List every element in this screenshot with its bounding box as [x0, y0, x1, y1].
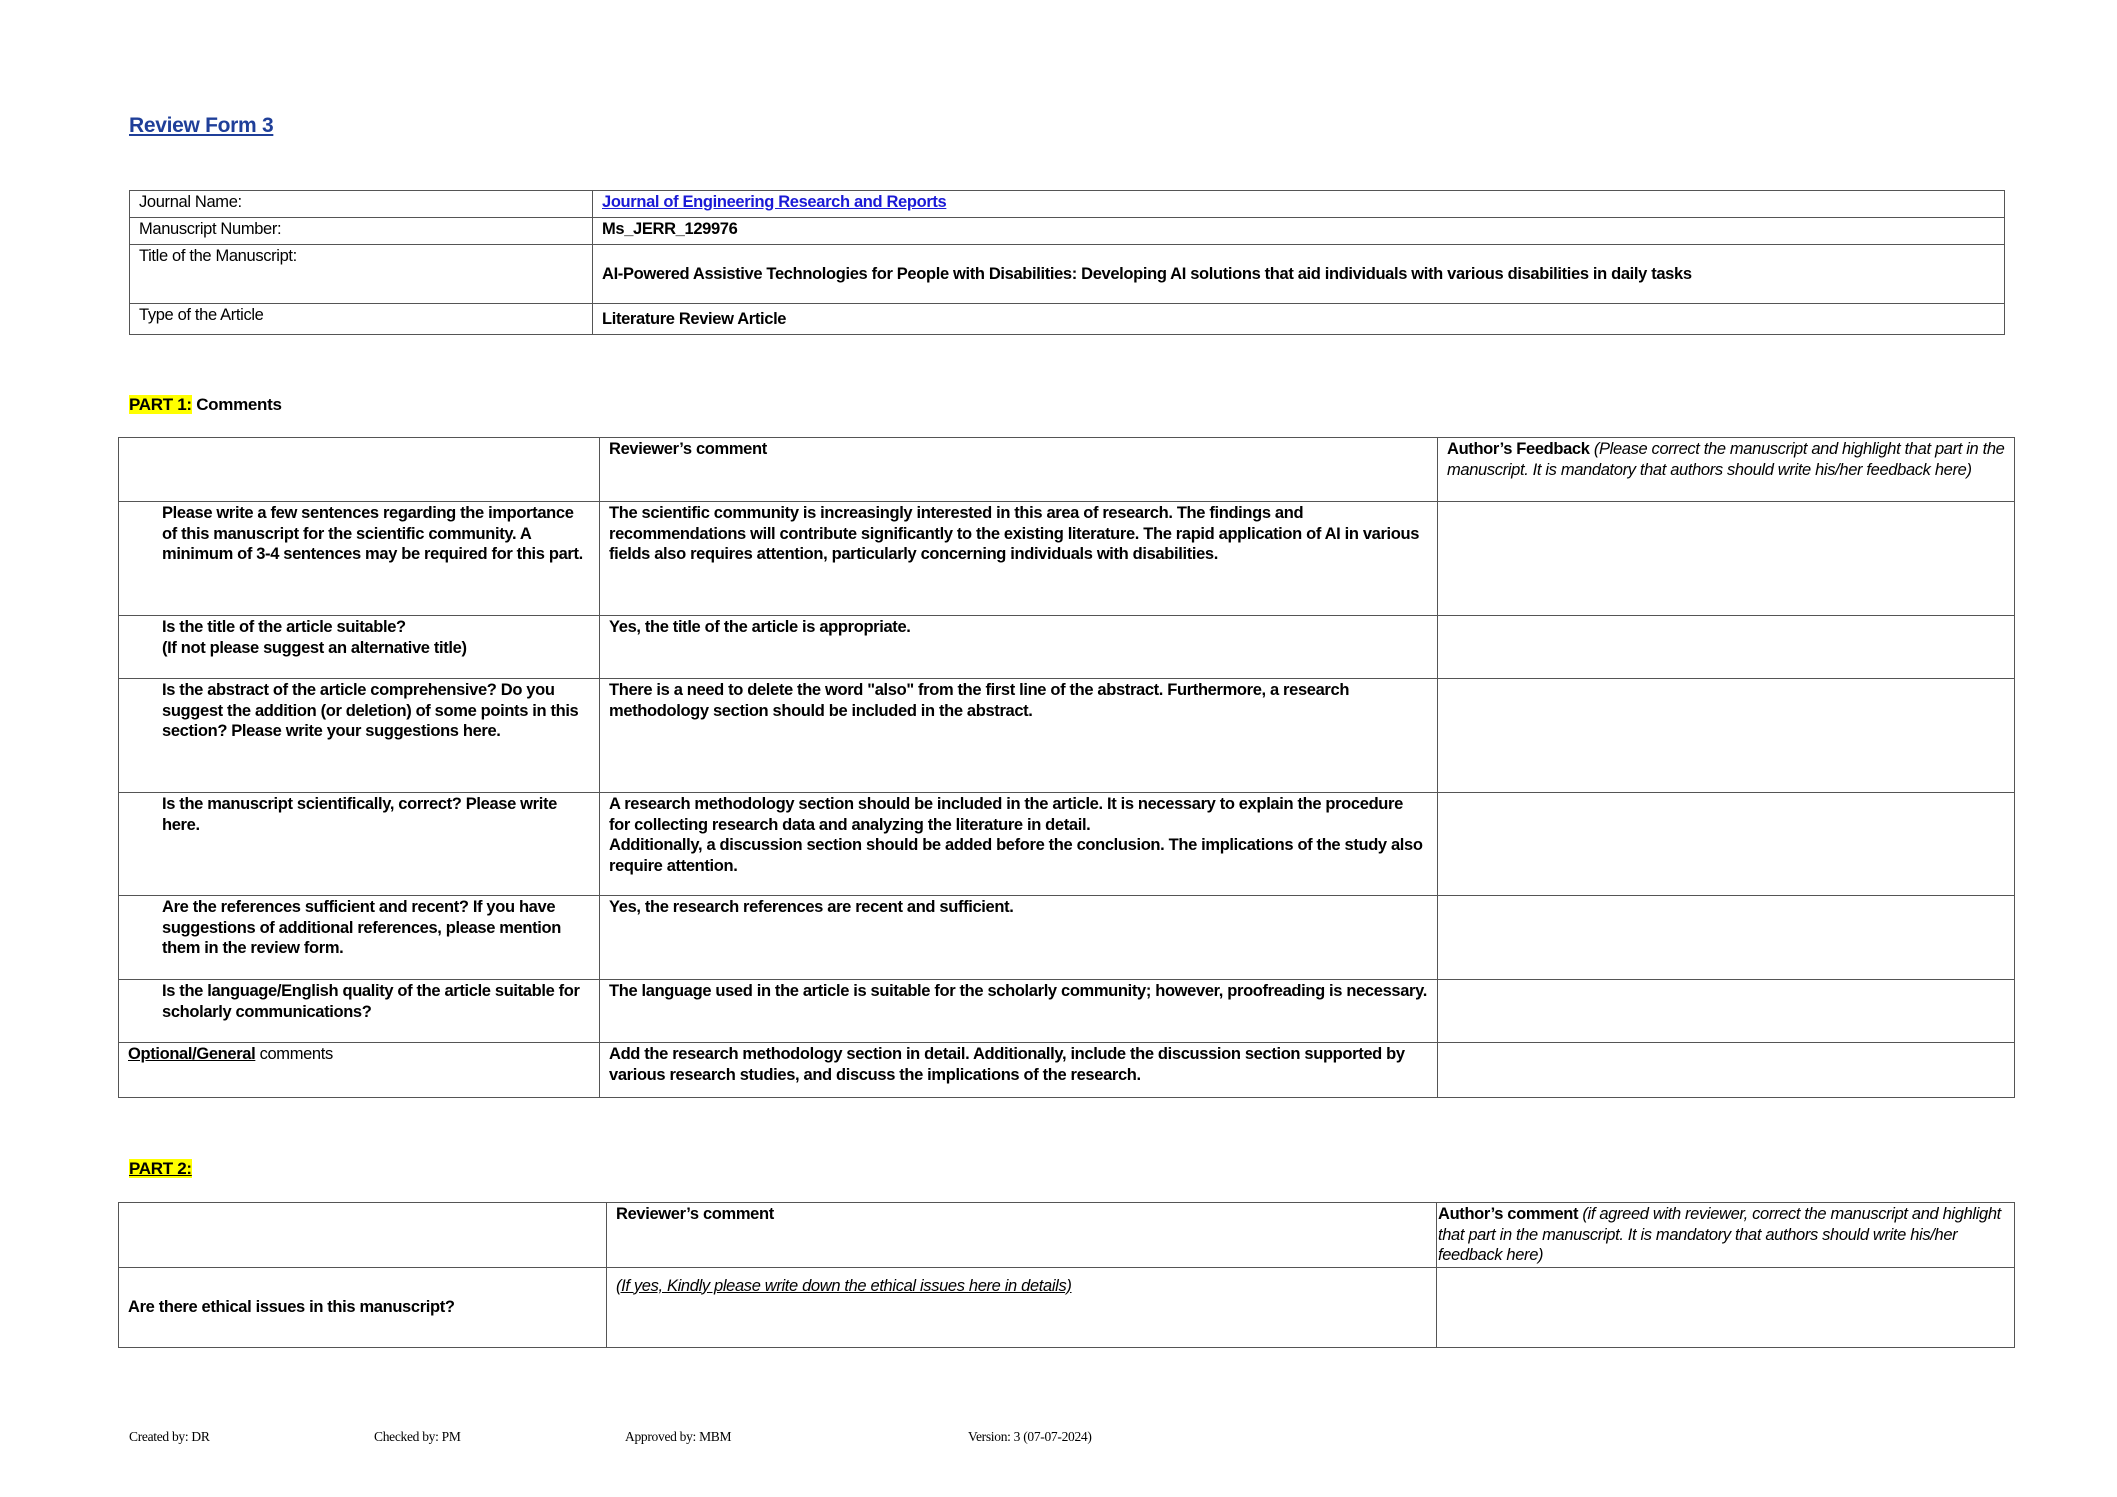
- part2-heading: [129, 1159, 192, 1179]
- reviewer-comment[interactable]: Yes, the research references are recent and sufficient.: [600, 896, 1438, 980]
- author-comment-header-note: (if agreed with reviewer, correct the manuscript and highlight that part in the manuscript. It is mandatory that authors should write his/her feedback here): [1438, 1205, 2001, 1264]
- footer-checked: Checked by: PM: [374, 1429, 461, 1444]
- reviewer-comment[interactable]: The scientific community is increasingly interested in this area of research. The findings and recommendations will contribute significantly to the existing literature. The rapid application of AI in various fields also requires attention, particularly concerning individuals with disabilities.: [600, 502, 1438, 616]
- form-title: Review Form 3: [129, 114, 274, 137]
- author-feedback-cell[interactable]: [1438, 616, 2015, 679]
- journal-link[interactable]: Journal of Engineering Research and Reports: [602, 193, 947, 211]
- table-row-optional: [119, 1043, 2015, 1098]
- empty-header-cell: [119, 438, 600, 502]
- ethics-question: Are there ethical issues in this manuscript?: [119, 1267, 607, 1347]
- reviewer-comment[interactable]: A research methodology section should be included in the article. It is necessary to explain the procedure for collecting research data and analyzing the literature in detail. Additionally, a discussion section should be added before the conclusion. The implications of the study also require attention.: [600, 793, 1438, 896]
- part2-label: PART 2:: [129, 1159, 192, 1178]
- author-comment-header: [1437, 1203, 2015, 1268]
- manuscript-title-label: Title of the Manuscript:: [130, 245, 593, 304]
- table-row: [119, 980, 2015, 1043]
- review-question: Is the language/English quality of the article suitable for scholarly communications?: [119, 980, 600, 1043]
- review-question: Is the abstract of the article comprehensive? Do you suggest the addition (or deletion) of some points in this section? Please write your suggestions here.: [119, 679, 600, 793]
- footer-created: Created by: DR: [129, 1429, 210, 1444]
- ethics-author-comment[interactable]: [1437, 1267, 2015, 1347]
- table-row: [119, 679, 2015, 793]
- table-row: [119, 793, 2015, 896]
- footer-approved: Approved by: MBM: [625, 1429, 732, 1444]
- author-feedback-cell[interactable]: [1438, 896, 2015, 980]
- part2-ethics-table: [118, 1202, 2015, 1348]
- article-type-value: Literature Review Article: [593, 304, 2005, 335]
- manuscript-number-value: Ms_JERR_129976: [593, 218, 2005, 245]
- manuscript-info-table: [129, 190, 2005, 335]
- review-question: Are the references sufficient and recent? If you have suggestions of additional references, please mention them in the review form.: [119, 896, 600, 980]
- reviewer-comment-header: Reviewer’s comment: [607, 1203, 1437, 1268]
- review-question: Please write a few sentences regarding the importance of this manuscript for the scientific community. A minimum of 3-4 sentences may be required for this part.: [119, 502, 600, 616]
- author-feedback-cell[interactable]: [1438, 793, 2015, 896]
- review-question: Is the title of the article suitable? (If not please suggest an alternative title): [119, 616, 600, 679]
- journal-label: Journal Name:: [130, 191, 593, 218]
- author-comment-header-bold: Author’s comment: [1438, 1205, 1579, 1223]
- review-question: Is the manuscript scientifically, correct? Please write here.: [119, 793, 600, 896]
- part1-label: PART 1:: [129, 395, 192, 414]
- ethics-comment[interactable]: (If yes, Kindly please write down the ethical issues here in details): [607, 1267, 1437, 1347]
- part1-heading: [129, 395, 282, 415]
- author-feedback-header-note: (Please correct the manuscript and highlight that part in the manuscript. It is mandatory that authors should write his/her feedback here): [1447, 440, 2005, 479]
- manuscript-title-value: AI-Powered Assistive Technologies for People with Disabilities: Developing AI solutions that aid individuals with various disabilities in daily tasks: [593, 245, 2005, 304]
- comments-label: comments: [255, 1045, 333, 1063]
- author-feedback-cell[interactable]: [1438, 679, 2015, 793]
- reviewer-comment[interactable]: The language used in the article is suitable for the scholarly community; however, proofreading is necessary.: [600, 980, 1438, 1043]
- reviewer-comment[interactable]: Yes, the title of the article is appropriate.: [600, 616, 1438, 679]
- manuscript-number-label: Manuscript Number:: [130, 218, 593, 245]
- table-row: [119, 502, 2015, 616]
- optional-reviewer-comment[interactable]: Add the research methodology section in detail. Additionally, include the discussion section supported by various research studies, and discuss the implications of the research.: [600, 1043, 1438, 1098]
- part1-label-suffix: Comments: [191, 395, 282, 414]
- optional-general-label: Optional/General: [128, 1045, 256, 1063]
- table-row: [119, 896, 2015, 980]
- footer-version: Version: 3 (07-07-2024): [968, 1429, 1092, 1444]
- reviewer-comment-header: Reviewer’s comment: [600, 438, 1438, 502]
- empty-header-cell: [119, 1203, 607, 1268]
- author-feedback-cell[interactable]: [1438, 980, 2015, 1043]
- optional-author-feedback-cell[interactable]: [1438, 1043, 2015, 1098]
- author-feedback-cell[interactable]: [1438, 502, 2015, 616]
- part1-comments-table: [118, 437, 2015, 1098]
- reviewer-comment[interactable]: There is a need to delete the word "also" from the first line of the abstract. Furthermore, a research methodology section should be included in the abstract.: [600, 679, 1438, 793]
- author-feedback-header-bold: Author’s Feedback: [1447, 440, 1590, 458]
- author-feedback-header: [1438, 438, 2015, 502]
- optional-comments-label: [119, 1043, 600, 1098]
- article-type-label: Type of the Article: [130, 304, 593, 335]
- table-row: [119, 616, 2015, 679]
